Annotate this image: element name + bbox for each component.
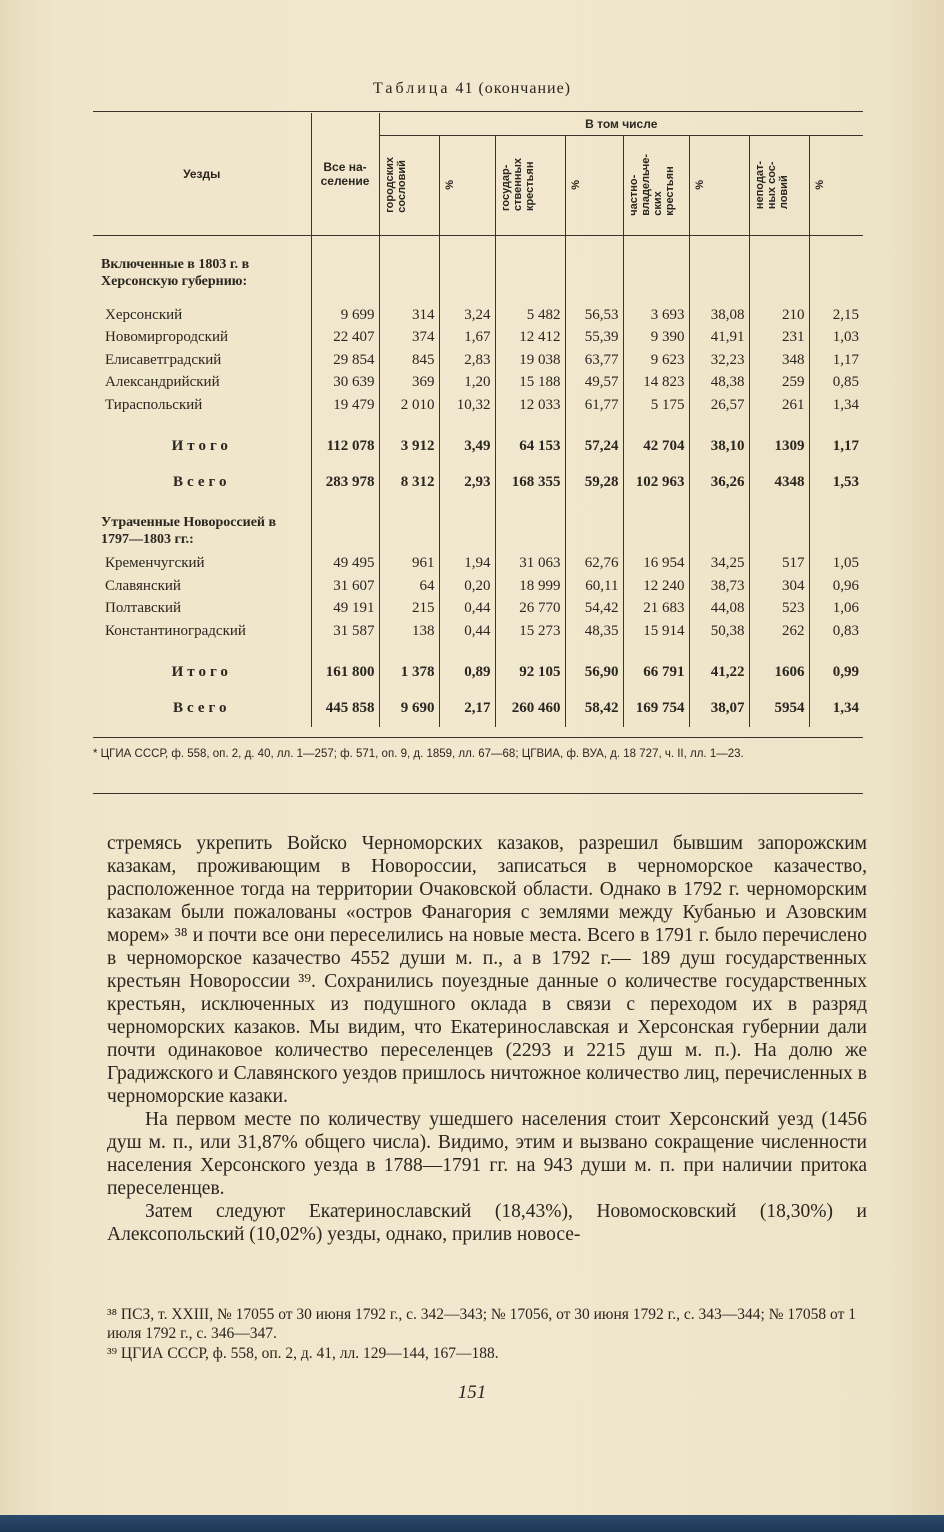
cell-value: 14 823 bbox=[623, 372, 689, 395]
cell-value: 0,85 bbox=[809, 372, 863, 395]
cell-value: 261 bbox=[749, 394, 809, 417]
cell-value: 138 bbox=[379, 620, 439, 643]
cell-value: 3,49 bbox=[439, 429, 495, 465]
empty-cell bbox=[311, 234, 379, 304]
body-text bbox=[107, 832, 867, 1246]
caption-rest: 41 (окончание) bbox=[455, 80, 571, 97]
cell-value: 58,42 bbox=[565, 691, 623, 727]
cell-value: 314 bbox=[379, 304, 439, 327]
cell-value: 283 978 bbox=[311, 465, 379, 501]
header-bottom-rule bbox=[93, 235, 863, 236]
subcol-label: % bbox=[569, 180, 582, 190]
cell-value: 523 bbox=[749, 598, 809, 621]
cell-value: 161 800 bbox=[311, 655, 379, 691]
empty-cell bbox=[623, 417, 689, 429]
cell-value: 9 690 bbox=[379, 691, 439, 727]
cell-value: 1,17 bbox=[809, 349, 863, 372]
empty-cell bbox=[749, 501, 809, 553]
itogo-row bbox=[93, 655, 863, 691]
empty-cell bbox=[809, 417, 863, 429]
cell-value: 348 bbox=[749, 349, 809, 372]
cell-value: 57,24 bbox=[565, 429, 623, 465]
empty-cell bbox=[495, 501, 565, 553]
cell-value: 3 912 bbox=[379, 429, 439, 465]
cell-value: 54,42 bbox=[565, 598, 623, 621]
cell-value: 259 bbox=[749, 372, 809, 395]
footnote: ³⁹ ЦГИА СССР, ф. 558, оп. 2, д. 41, лл. 129—144, 167—188. bbox=[107, 1345, 499, 1362]
cell-value: 369 bbox=[379, 372, 439, 395]
empty-cell bbox=[623, 234, 689, 304]
cell-value: 63,77 bbox=[565, 349, 623, 372]
subcol-7 bbox=[809, 136, 863, 235]
cell-value: 34,25 bbox=[689, 553, 749, 576]
cell-value: 38,73 bbox=[689, 575, 749, 598]
cell-value: 374 bbox=[379, 327, 439, 350]
cell-value: 36,26 bbox=[689, 465, 749, 501]
row-label: Тираспольский bbox=[105, 396, 203, 413]
cell-value: 55,39 bbox=[565, 327, 623, 350]
subcol-label: неподат- ных сос- ловий bbox=[753, 160, 790, 210]
cell-value: 1309 bbox=[749, 429, 809, 465]
cell-value: 10,32 bbox=[439, 394, 495, 417]
empty-cell bbox=[689, 501, 749, 553]
cell-value: 0,96 bbox=[809, 575, 863, 598]
empty-cell bbox=[311, 643, 379, 655]
cell-value: 0,99 bbox=[809, 655, 863, 691]
cell-value: 38,10 bbox=[689, 429, 749, 465]
cell-value: 15 914 bbox=[623, 620, 689, 643]
empty-cell bbox=[495, 234, 565, 304]
cell-value: 231 bbox=[749, 327, 809, 350]
cell-value: 5 482 bbox=[495, 304, 565, 327]
cell-value: 38,07 bbox=[689, 691, 749, 727]
row-label: Полтавский bbox=[105, 600, 182, 617]
subcol-3 bbox=[565, 136, 623, 235]
cell-value: 64 153 bbox=[495, 429, 565, 465]
table-row bbox=[93, 327, 863, 350]
cell-value: 0,44 bbox=[439, 598, 495, 621]
page-number: 151 bbox=[457, 1382, 487, 1403]
empty-cell bbox=[623, 501, 689, 553]
paragraph: На первом месте по количеству ушедшего населения стоит Херсонский уезд (1456 душ м. п., или 31,87% общего числа). Видимо, этим и вызвано сокращение численности населения Херсонского уезда в 1788—1791 гг. на 943 души м. п. при наличии притока переселенцев. bbox=[107, 1109, 867, 1199]
cell-value: 16 954 bbox=[623, 553, 689, 576]
subcol-6 bbox=[749, 136, 809, 235]
cell-value: 56,53 bbox=[565, 304, 623, 327]
itogo-row bbox=[93, 429, 863, 465]
cell-value: 4348 bbox=[749, 465, 809, 501]
empty-cell bbox=[379, 234, 439, 304]
cell-value: 41,22 bbox=[689, 655, 749, 691]
table-row bbox=[93, 304, 863, 327]
cell-value: 26 770 bbox=[495, 598, 565, 621]
empty-cell bbox=[623, 643, 689, 655]
empty-cell bbox=[689, 417, 749, 429]
table-row bbox=[93, 394, 863, 417]
cell-value: 2,83 bbox=[439, 349, 495, 372]
subcol-label: городских сословий bbox=[383, 157, 408, 213]
empty-cell bbox=[689, 643, 749, 655]
table-row bbox=[93, 553, 863, 576]
section-title: Утраченные Новороссией в 1797—1803 гг.: bbox=[101, 514, 277, 547]
cell-value: 5954 bbox=[749, 691, 809, 727]
empty-cell bbox=[439, 417, 495, 429]
cell-value: 48,35 bbox=[565, 620, 623, 643]
table-bottom-rule bbox=[93, 737, 863, 738]
empty-cell bbox=[565, 501, 623, 553]
empty-cell bbox=[379, 417, 439, 429]
cell-value: 18 999 bbox=[495, 575, 565, 598]
cell-value: 21 683 bbox=[623, 598, 689, 621]
cell-value: 62,76 bbox=[565, 553, 623, 576]
empty-cell bbox=[749, 643, 809, 655]
cell-value: 1,67 bbox=[439, 327, 495, 350]
empty-cell bbox=[439, 234, 495, 304]
cell-value: 19 479 bbox=[311, 394, 379, 417]
vsego-row bbox=[93, 465, 863, 501]
cell-value: 2,17 bbox=[439, 691, 495, 727]
cell-value: 59,28 bbox=[565, 465, 623, 501]
row-label: Итого bbox=[171, 664, 232, 680]
cell-value: 22 407 bbox=[311, 327, 379, 350]
row-label: Всего bbox=[173, 700, 231, 716]
cell-value: 12 240 bbox=[623, 575, 689, 598]
empty-cell bbox=[565, 417, 623, 429]
cell-value: 60,11 bbox=[565, 575, 623, 598]
subcol-0 bbox=[379, 136, 439, 235]
cell-value: 48,38 bbox=[689, 372, 749, 395]
cell-value: 262 bbox=[749, 620, 809, 643]
cell-value: 12 033 bbox=[495, 394, 565, 417]
cell-value: 5 175 bbox=[623, 394, 689, 417]
cell-value: 31 063 bbox=[495, 553, 565, 576]
cell-value: 56,90 bbox=[565, 655, 623, 691]
cell-value: 961 bbox=[379, 553, 439, 576]
empty-cell bbox=[439, 643, 495, 655]
cell-value: 0,83 bbox=[809, 620, 863, 643]
cell-value: 2,93 bbox=[439, 465, 495, 501]
cell-value: 517 bbox=[749, 553, 809, 576]
cell-value: 1606 bbox=[749, 655, 809, 691]
cell-value: 42 704 bbox=[623, 429, 689, 465]
table-source-note: * ЦГИА СССР, ф. 558, оп. 2, д. 40, лл. 1—257; ф. 571, оп. 9, д. 1859, лл. 67—68; ЦГВИА, ф. ВУА, д. 18 727, ч. II, лл. 1—23. bbox=[93, 748, 744, 760]
subcol-4 bbox=[623, 136, 689, 235]
cell-value: 210 bbox=[749, 304, 809, 327]
spacer-row bbox=[93, 643, 863, 655]
subcol-1 bbox=[439, 136, 495, 235]
cell-value: 1,17 bbox=[809, 429, 863, 465]
cell-value: 92 105 bbox=[495, 655, 565, 691]
cell-value: 1,34 bbox=[809, 394, 863, 417]
footnote: ³⁸ ПСЗ, т. XXIII, № 17055 от 30 июня 1792 г., с. 342—343; № 17056, от 30 июня 1792 г., с. 343—344; № 17058 от 1 июля 1792 г., с. 346—347. bbox=[107, 1306, 856, 1342]
cell-value: 66 791 bbox=[623, 655, 689, 691]
subcol-label: % bbox=[813, 180, 826, 190]
empty-cell bbox=[689, 234, 749, 304]
cell-value: 845 bbox=[379, 349, 439, 372]
empty-cell bbox=[311, 501, 379, 553]
cell-value: 30 639 bbox=[311, 372, 379, 395]
empty-cell bbox=[809, 234, 863, 304]
empty-cell bbox=[565, 643, 623, 655]
subcol-label: частно- владельче- ских крестьян bbox=[627, 154, 676, 216]
caption-word: Таблица bbox=[373, 80, 451, 97]
table-row bbox=[93, 598, 863, 621]
empty-cell bbox=[809, 643, 863, 655]
subcol-label: % bbox=[693, 180, 706, 190]
cell-value: 3 693 bbox=[623, 304, 689, 327]
cell-value: 9 390 bbox=[623, 327, 689, 350]
cell-value: 9 623 bbox=[623, 349, 689, 372]
cell-value: 19 038 bbox=[495, 349, 565, 372]
cell-value: 102 963 bbox=[623, 465, 689, 501]
paragraph: стремясь укрепить Войско Черноморских казаков, разрешил бывшим запорожским казакам, проживающим в Новороссии, записаться в черноморское казачество, расположенное тогда на территории Очаковской области. Однако в 1792 г. черноморским казакам были пожалованы «остров Фанагория с землями между Кубанью и Азовским морем» ³⁸ и почти все они переселились на новые места. Всего в 1791 г. было перечислено в черноморское казачество 4552 души м. п., а в 1792 г.— 189 душ государственных крестьян Новороссии ³⁹. Сохранились поуездные данные о количестве государственных крестьян, исключенных из подушного оклада в связи с переходом их в разряд черноморских казаков. Мы видим, что Екатеринославская и Херсонская губернии дали почти одинаковое количество переселенцев (2293 и 2215 душ м. п.). На долю же Градижского и Славянского уездов пришлось ничтожное количество лиц, перечисленных в черноморские казаки. bbox=[107, 833, 867, 1107]
col-vse: Все на- селение bbox=[311, 113, 379, 234]
section-row bbox=[93, 234, 863, 304]
cell-value: 32,23 bbox=[689, 349, 749, 372]
empty-cell bbox=[495, 643, 565, 655]
scan-edge bbox=[0, 1515, 944, 1532]
row-label: Всего bbox=[173, 474, 231, 490]
cell-value: 41,91 bbox=[689, 327, 749, 350]
col-v-tom-chisle: В том числе bbox=[379, 113, 863, 136]
paragraph: Затем следуют Екатеринославский (18,43%), Новомосковский (18,30%) и Алексопольский (10,02%) уезды, однако, прилив новосе- bbox=[107, 1201, 867, 1245]
table-row bbox=[93, 575, 863, 598]
cell-value: 1,34 bbox=[809, 691, 863, 727]
cell-value: 1,20 bbox=[439, 372, 495, 395]
cell-value: 0,89 bbox=[439, 655, 495, 691]
empty-cell bbox=[565, 234, 623, 304]
cell-value: 31 587 bbox=[311, 620, 379, 643]
cell-value: 44,08 bbox=[689, 598, 749, 621]
subcol-label: % bbox=[443, 180, 456, 190]
cell-value: 1 378 bbox=[379, 655, 439, 691]
empty-cell bbox=[495, 417, 565, 429]
cell-value: 8 312 bbox=[379, 465, 439, 501]
cell-value: 0,44 bbox=[439, 620, 495, 643]
subcol-5 bbox=[689, 136, 749, 235]
empty-cell bbox=[749, 234, 809, 304]
cell-value: 49,57 bbox=[565, 372, 623, 395]
cell-value: 15 273 bbox=[495, 620, 565, 643]
row-label: Елисаветградский bbox=[105, 351, 222, 368]
cell-value: 9 699 bbox=[311, 304, 379, 327]
row-label: Константиноградский bbox=[105, 622, 246, 639]
cell-value: 1,94 bbox=[439, 553, 495, 576]
col-uezdy: Уезды bbox=[183, 166, 221, 181]
note-rule bbox=[93, 793, 863, 794]
row-label: Новомиргородский bbox=[105, 329, 229, 346]
empty-cell bbox=[93, 417, 311, 429]
empty-cell bbox=[93, 643, 311, 655]
row-label: Херсонский bbox=[105, 306, 183, 323]
row-label: Славянский bbox=[105, 577, 181, 594]
subcol-label: государ- ственных крестьян bbox=[499, 158, 536, 212]
cell-value: 1,53 bbox=[809, 465, 863, 501]
cell-value: 12 412 bbox=[495, 327, 565, 350]
empty-cell bbox=[379, 643, 439, 655]
cell-value: 168 355 bbox=[495, 465, 565, 501]
cell-value: 2 010 bbox=[379, 394, 439, 417]
cell-value: 445 858 bbox=[311, 691, 379, 727]
cell-value: 38,08 bbox=[689, 304, 749, 327]
cell-value: 304 bbox=[749, 575, 809, 598]
table-row bbox=[93, 620, 863, 643]
cell-value: 26,57 bbox=[689, 394, 749, 417]
section-row bbox=[93, 501, 863, 553]
table-caption bbox=[0, 80, 944, 98]
section-title: Включенные в 1803 г. в Херсонскую губернию: bbox=[101, 257, 250, 289]
empty-cell bbox=[439, 501, 495, 553]
empty-cell bbox=[809, 501, 863, 553]
empty-cell bbox=[311, 417, 379, 429]
cell-value: 15 188 bbox=[495, 372, 565, 395]
cell-value: 0,20 bbox=[439, 575, 495, 598]
cell-value: 29 854 bbox=[311, 349, 379, 372]
row-label: Александрийский bbox=[105, 374, 220, 391]
cell-value: 3,24 bbox=[439, 304, 495, 327]
cell-value: 1,05 bbox=[809, 553, 863, 576]
empty-cell bbox=[749, 417, 809, 429]
row-label: Кременчугский bbox=[105, 555, 205, 572]
vsego-row bbox=[93, 691, 863, 727]
table-row bbox=[93, 372, 863, 395]
spacer-row bbox=[93, 417, 863, 429]
population-table bbox=[93, 113, 863, 727]
cell-value: 112 078 bbox=[311, 429, 379, 465]
cell-value: 1,03 bbox=[809, 327, 863, 350]
cell-value: 49 495 bbox=[311, 553, 379, 576]
cell-value: 61,77 bbox=[565, 394, 623, 417]
subcol-2 bbox=[495, 136, 565, 235]
cell-value: 169 754 bbox=[623, 691, 689, 727]
footnotes bbox=[107, 1305, 877, 1364]
cell-value: 1,06 bbox=[809, 598, 863, 621]
table-row bbox=[93, 349, 863, 372]
table-top-rule bbox=[93, 111, 863, 112]
cell-value: 2,15 bbox=[809, 304, 863, 327]
cell-value: 64 bbox=[379, 575, 439, 598]
cell-value: 49 191 bbox=[311, 598, 379, 621]
cell-value: 31 607 bbox=[311, 575, 379, 598]
cell-value: 215 bbox=[379, 598, 439, 621]
empty-cell bbox=[379, 501, 439, 553]
cell-value: 260 460 bbox=[495, 691, 565, 727]
cell-value: 50,38 bbox=[689, 620, 749, 643]
row-label: Итого bbox=[171, 438, 232, 454]
